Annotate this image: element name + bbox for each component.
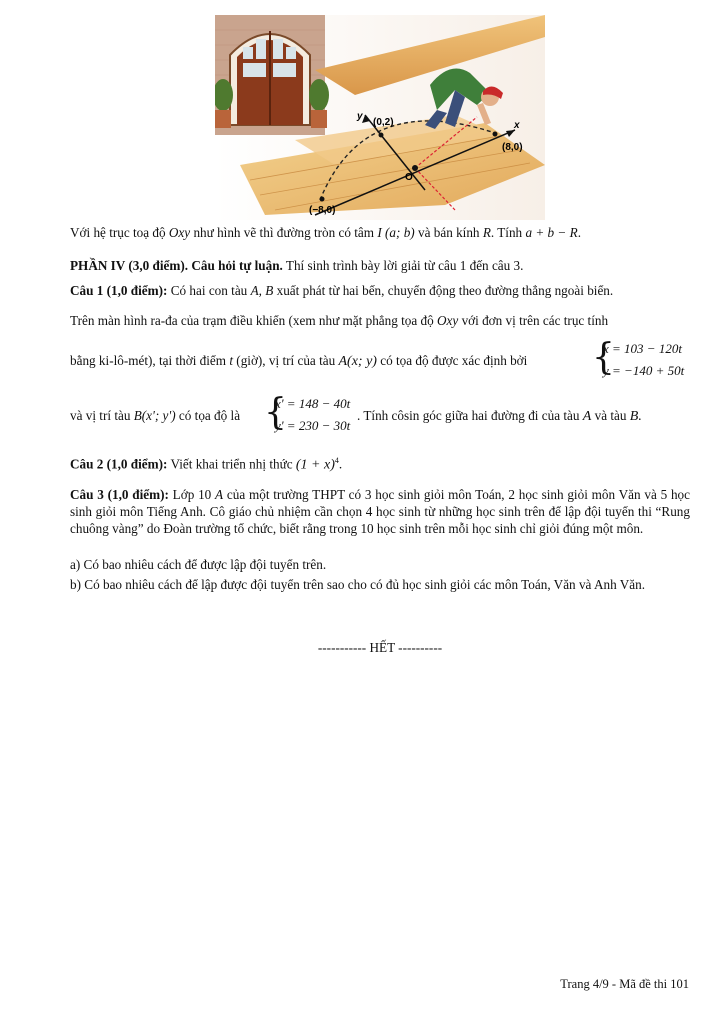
intro-radius: R — [482, 225, 491, 240]
q1-line-4-end — [357, 407, 642, 426]
q1-text-4c: . Tính côsin góc giữa hai đường đi của tàu — [357, 408, 580, 423]
q1-text-4b: có tọa độ là — [178, 408, 241, 423]
system-b-eq2: y' = 230 − 30t — [275, 418, 351, 433]
q2-expression: (1 + x) — [295, 457, 335, 473]
q2-line — [70, 452, 342, 474]
q1-text-1b: xuất phát từ hai bến, chuyển động theo đường thẳng ngoài biển. — [276, 283, 614, 298]
label-point-top: (0,2) — [373, 117, 394, 128]
end-marker: ----------- HẾT ---------- — [317, 640, 443, 655]
q2-label: Câu 2 (1,0 điểm): — [70, 456, 168, 472]
q3-class: A — [215, 487, 224, 502]
q1-label: Câu 1 (1,0 điểm): — [70, 283, 168, 298]
q3-text-1: Lớp 10 — [168, 487, 212, 502]
intro-center: I (a; b) — [377, 225, 415, 240]
label-point-left: (−8,0) — [309, 205, 336, 216]
q3-part-b: b) Có bao nhiêu cách để lập được đội tuyển trên sao cho có đủ học sinh giỏi các môn Toán, Văn và Anh Văn. — [70, 577, 645, 592]
intro-text-5: . — [577, 225, 581, 240]
intro-text-3: và bán kính — [418, 225, 480, 240]
system-a-eq1: x = 103 − 120t — [603, 341, 682, 356]
q1-t: t — [229, 353, 233, 368]
intro-expression: a + b − R — [525, 225, 578, 240]
system-a-eq2: y = −140 + 50t — [603, 363, 685, 378]
q1-text-2a: Trên màn hình ra-đa của trạm điều khiển (xem như mặt phẳng tọa độ — [70, 313, 434, 328]
section-title: PHẦN IV (3,0 điểm). Câu hỏi tự luận. — [70, 258, 283, 273]
q1-ship-a-coord: A(x; y) — [338, 354, 377, 369]
q2-exponent: 4 — [334, 456, 339, 465]
q1-oxy: Oxy — [437, 313, 459, 328]
q3-label: Câu 3 (1,0 điểm): — [70, 487, 169, 502]
intro-line — [70, 224, 581, 242]
q3-text-2: của một trường THPT có 3 học sinh giỏi môn Toán, 2 học sinh giỏi môn Văn và 5 học sinh giỏi môn Tiếng Anh. Cô giáo chủ nhiệm cần chọn 4 học sinh từ những học sinh trên để lập đội tuyển thi “Rung chuông vàng” do Đoàn trường tổ chức, biết rằng trong 10 học sinh trên mỗi học sinh chỉ giỏi đúng một môn. — [70, 487, 691, 536]
q3-paragraph — [70, 486, 690, 537]
system-a-brace: { — [592, 337, 615, 378]
q1-ships: A, B — [250, 283, 274, 298]
system-b-brace: { — [264, 392, 287, 433]
q3-part-a: a) Có bao nhiêu cách để được lập đội tuyển trên. — [70, 557, 327, 572]
q1-line-1 — [70, 282, 690, 300]
q1-text-4a: và vị trí tàu — [70, 408, 131, 423]
q1-text-3b: (giờ), vị trí của tàu — [236, 353, 336, 368]
q1-line-2 — [70, 312, 608, 330]
intro-text-4: . Tính — [490, 225, 523, 240]
label-x: x — [514, 120, 520, 131]
page-footer: Trang 4/9 - Mã đề thi 101 — [560, 977, 689, 991]
q1-ship-b: B. — [629, 409, 642, 424]
intro-oxy: Oxy — [168, 225, 191, 240]
system-b-eq1: x' = 148 − 40t — [275, 396, 351, 411]
plant-right — [309, 79, 329, 111]
q1-text-2b: với đơn vị trên các trục tính — [461, 313, 609, 328]
q1-text-3c: có tọa độ được xác định bởi — [380, 353, 528, 368]
section-desc: Thí sinh trình bày lời giải từ câu 1 đến câu 3. — [282, 258, 524, 273]
q1-text-4d: và tàu — [594, 408, 627, 423]
q2-text: Viết khai triển nhị thức — [167, 456, 293, 472]
q1-ship-b-coord: B(x'; y') — [133, 408, 176, 423]
problem-figure — [215, 15, 545, 220]
label-point-right: (8,0) — [502, 142, 523, 153]
q1-line-4 — [70, 407, 240, 425]
section-heading — [70, 257, 523, 275]
q1-text-1a: Có hai con tàu — [167, 283, 248, 298]
intro-text-1: Với hệ trục toạ độ — [70, 225, 166, 240]
intro-text-2: như hình vẽ thì đường tròn có tâm — [193, 225, 375, 240]
q2-end: . — [338, 456, 343, 472]
q1-ship-a: A — [582, 409, 592, 424]
label-y: y — [357, 111, 363, 122]
q1-text-3a: bằng ki-lô-mét), tại thời điểm — [70, 353, 227, 368]
label-origin: O — [405, 172, 413, 183]
q1-line-3 — [70, 352, 527, 371]
